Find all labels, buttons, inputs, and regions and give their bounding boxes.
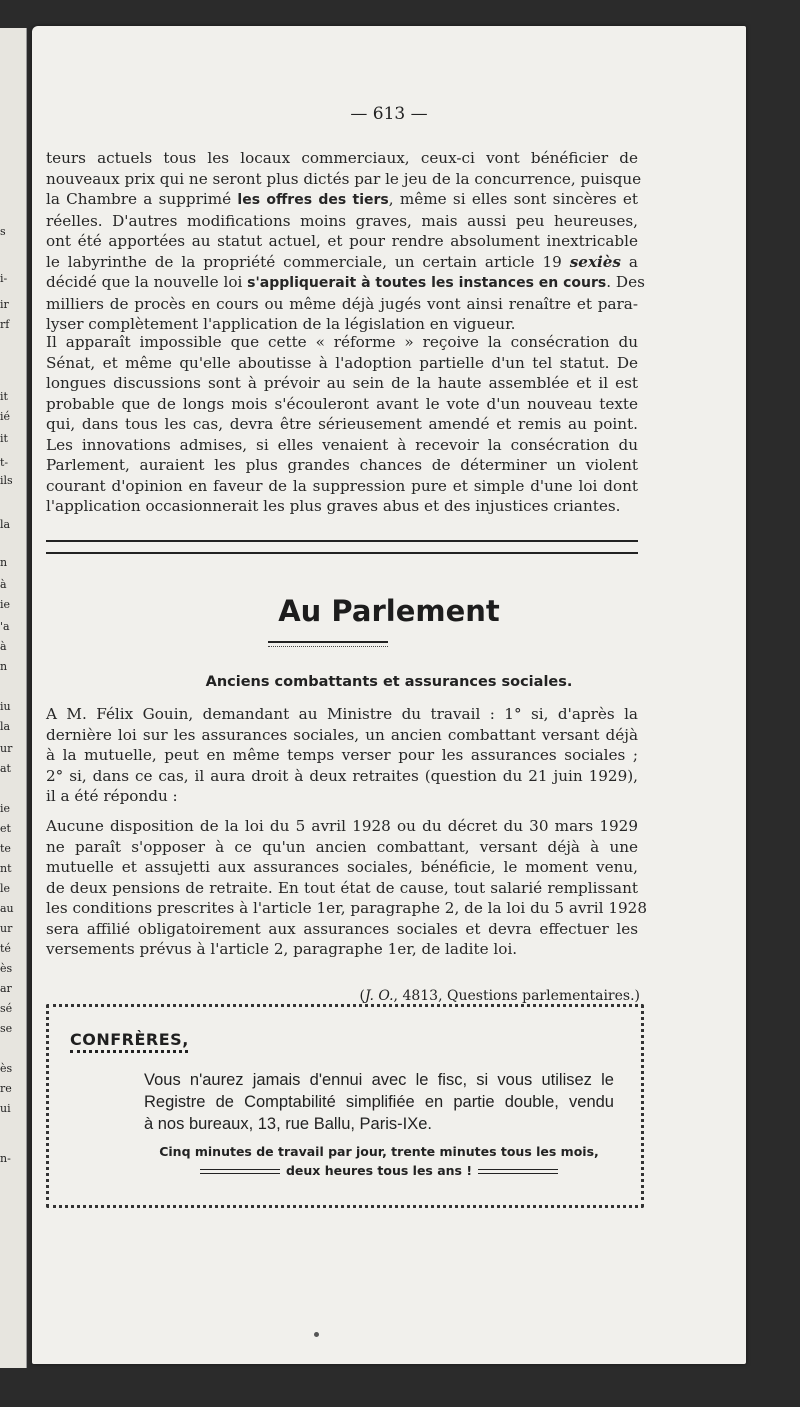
margin-fragment: it [0, 390, 8, 403]
ad-slogan-line2-wrap [144, 1161, 614, 1180]
source-citation: (J. O., 4813, Questions parlementaires.) [359, 988, 640, 1004]
margin-fragment: at [0, 762, 11, 775]
margin-fragment: ie [0, 598, 11, 611]
question-paragraph [46, 704, 638, 807]
margin-fragment: le [0, 882, 11, 895]
text-line: Aucune disposition de la loi du 5 avril 1928 ou du décret du 30 mars 1929 [46, 817, 638, 835]
margin-fragment: te [0, 842, 11, 855]
text-line: versements prévus à l'article 2, paragraphe 1er, de ladite loi. [46, 940, 518, 958]
ad-text-line: à nos bureaux, 13, rue Ballu, Paris-IXe. [144, 1115, 432, 1133]
margin-fragment: à [0, 578, 7, 591]
text-line: Les innovations admises, si elles venaient à recevoir la consécration du [46, 435, 638, 454]
text-line: nouveaux prix qui ne seront plus dictés par le jeu de la concurrence, puisque [46, 169, 642, 188]
page-number: — 613 — [350, 104, 428, 124]
margin-fragment: re [0, 1082, 12, 1095]
second-paragraph [46, 332, 638, 517]
margin-fragment: n- [0, 1152, 11, 1165]
margin-fragment: ès [0, 1062, 13, 1075]
text-line: lyser complètement l'application de la législation en vigueur. [46, 315, 516, 333]
margin-fragment: ur [0, 922, 13, 935]
ad-text-line: Registre de Comptabilité simplifiée en partie double, vendu [144, 1093, 614, 1111]
text-line: teurs actuels tous les locaux commerciaux, ceux-ci vont bénéficier de [46, 149, 638, 167]
margin-fragment: n [0, 556, 8, 569]
margin-fragment: ils [0, 474, 13, 487]
text-line: ne paraît s'opposer à ce qu'un ancien combattant, versant déjà à une [46, 837, 638, 856]
margin-fragment: au [0, 902, 14, 915]
section-divider [46, 540, 638, 554]
margin-fragment: sé [0, 1002, 13, 1015]
text-line: 2° si, dans ce cas, il aura droit à deux retraites (question du 21 juin 1929), [46, 766, 638, 785]
text-line: milliers de procès en cours ou même déjà jugés vont ainsi renaître et para- [46, 294, 638, 313]
margin-fragment: se [0, 1022, 13, 1035]
margin-fragment: ir [0, 298, 9, 311]
section-title: Au Parlement [278, 594, 500, 628]
ad-heading: CONFRÈRES, [70, 1030, 189, 1049]
text-line: Il apparaît impossible que cette « réforme » reçoive la consécration du [46, 333, 638, 351]
text-line: longues discussions sont à prévoir au sein de la haute assemblée et il est [46, 374, 638, 392]
margin-fragment: nt [0, 862, 12, 875]
text-line: sera affilié obligatoirement aux assurances sociales et devra effectuer les [46, 919, 638, 938]
margin-fragment: ar [0, 982, 12, 995]
ad-slogan-line2: deux heures tous les ans ! [285, 1163, 473, 1178]
margin-fragment: ur [0, 742, 13, 755]
margin-fragment: ie [0, 802, 11, 815]
text-line: le labyrinthe de la propriété commerciale, un certain article 19 sexiès a [46, 252, 638, 271]
ink-speck [314, 1332, 319, 1337]
text-line: qui, dans tous les cas, devra être sérieusement amendé et remis au point. [46, 415, 638, 433]
text-line: à la mutuelle, peut en même temps verser pour les assurances sociales ; [46, 746, 638, 764]
margin-fragment: rf [0, 318, 10, 331]
answer-paragraph [46, 816, 647, 960]
margin-fragment: n [0, 660, 8, 673]
text-line: mutuelle et assujetti aux assurances sociales, bénéficie, le moment venu, [46, 858, 638, 876]
margin-fragment: i- [0, 272, 8, 285]
ad-slogan [144, 1142, 614, 1180]
text-line: Parlement, auraient les plus grandes chances de déterminer un violent [46, 456, 638, 474]
text-line: Sénat, et même qu'elle aboutisse à l'adoption partielle d'un tel statut. De [46, 353, 638, 372]
text-line: ont été apportées au statut actuel, et pour rendre absolument inextricable [46, 232, 638, 250]
margin-fragment: 'a [0, 620, 10, 633]
margin-fragment: it [0, 432, 8, 445]
title-underline [268, 641, 388, 647]
intro-paragraph [46, 148, 645, 335]
margin-fragment: la [0, 518, 11, 531]
margin-fragment: ui [0, 1102, 11, 1115]
text-line: réelles. D'autres modifications moins graves, mais aussi peu heureuses, [46, 211, 638, 230]
margin-fragment: té [0, 942, 11, 955]
document-page [32, 26, 746, 1364]
margin-fragment: s [0, 225, 6, 238]
text-line: les conditions prescrites à l'article 1er, paragraphe 2, de la loi du 5 avril 1928 [46, 899, 647, 917]
text-line: la Chambre a supprimé les offres des tiers, même si elles sont sincères et [46, 190, 638, 208]
article-subtitle: Anciens combattants et assurances sociales. [205, 674, 573, 690]
previous-page-edge [0, 28, 27, 1368]
margin-fragment: la [0, 720, 11, 733]
margin-fragment: ès [0, 962, 13, 975]
margin-fragment: ié [0, 410, 11, 423]
margin-fragment: et [0, 822, 11, 835]
text-line: courant d'opinion en faveur de la suppression pure et simple d'une loi dont [46, 476, 638, 495]
ad-heading-underline [70, 1050, 188, 1056]
text-line: probable que de longs mois s'écouleront avant le vote d'un nouveau texte [46, 394, 638, 413]
ad-text-line: Vous n'aurez jamais d'ennui avec le fisc, si vous utilisez le [144, 1071, 614, 1089]
margin-fragment: iu [0, 700, 11, 713]
text-line: A M. Félix Gouin, demandant au Ministre du travail : 1° si, d'après la [46, 705, 638, 723]
margin-fragment: à [0, 640, 7, 653]
ad-text [144, 1069, 614, 1135]
margin-fragment: t- [0, 456, 9, 469]
text-line: il a été répondu : [46, 787, 178, 805]
text-line: dernière loi sur les assurances sociales, un ancien combattant versant déjà [46, 725, 638, 744]
text-line: décidé que la nouvelle loi s'appliquerait à toutes les instances en cours. Des [46, 273, 645, 291]
text-line: l'application occasionnerait les plus graves abus et des injustices criantes. [46, 497, 621, 515]
text-line: de deux pensions de retraite. En tout état de cause, tout salarié remplissant [46, 878, 638, 897]
ad-slogan-line1: Cinq minutes de travail par jour, trente minutes tous les mois, [159, 1144, 599, 1159]
